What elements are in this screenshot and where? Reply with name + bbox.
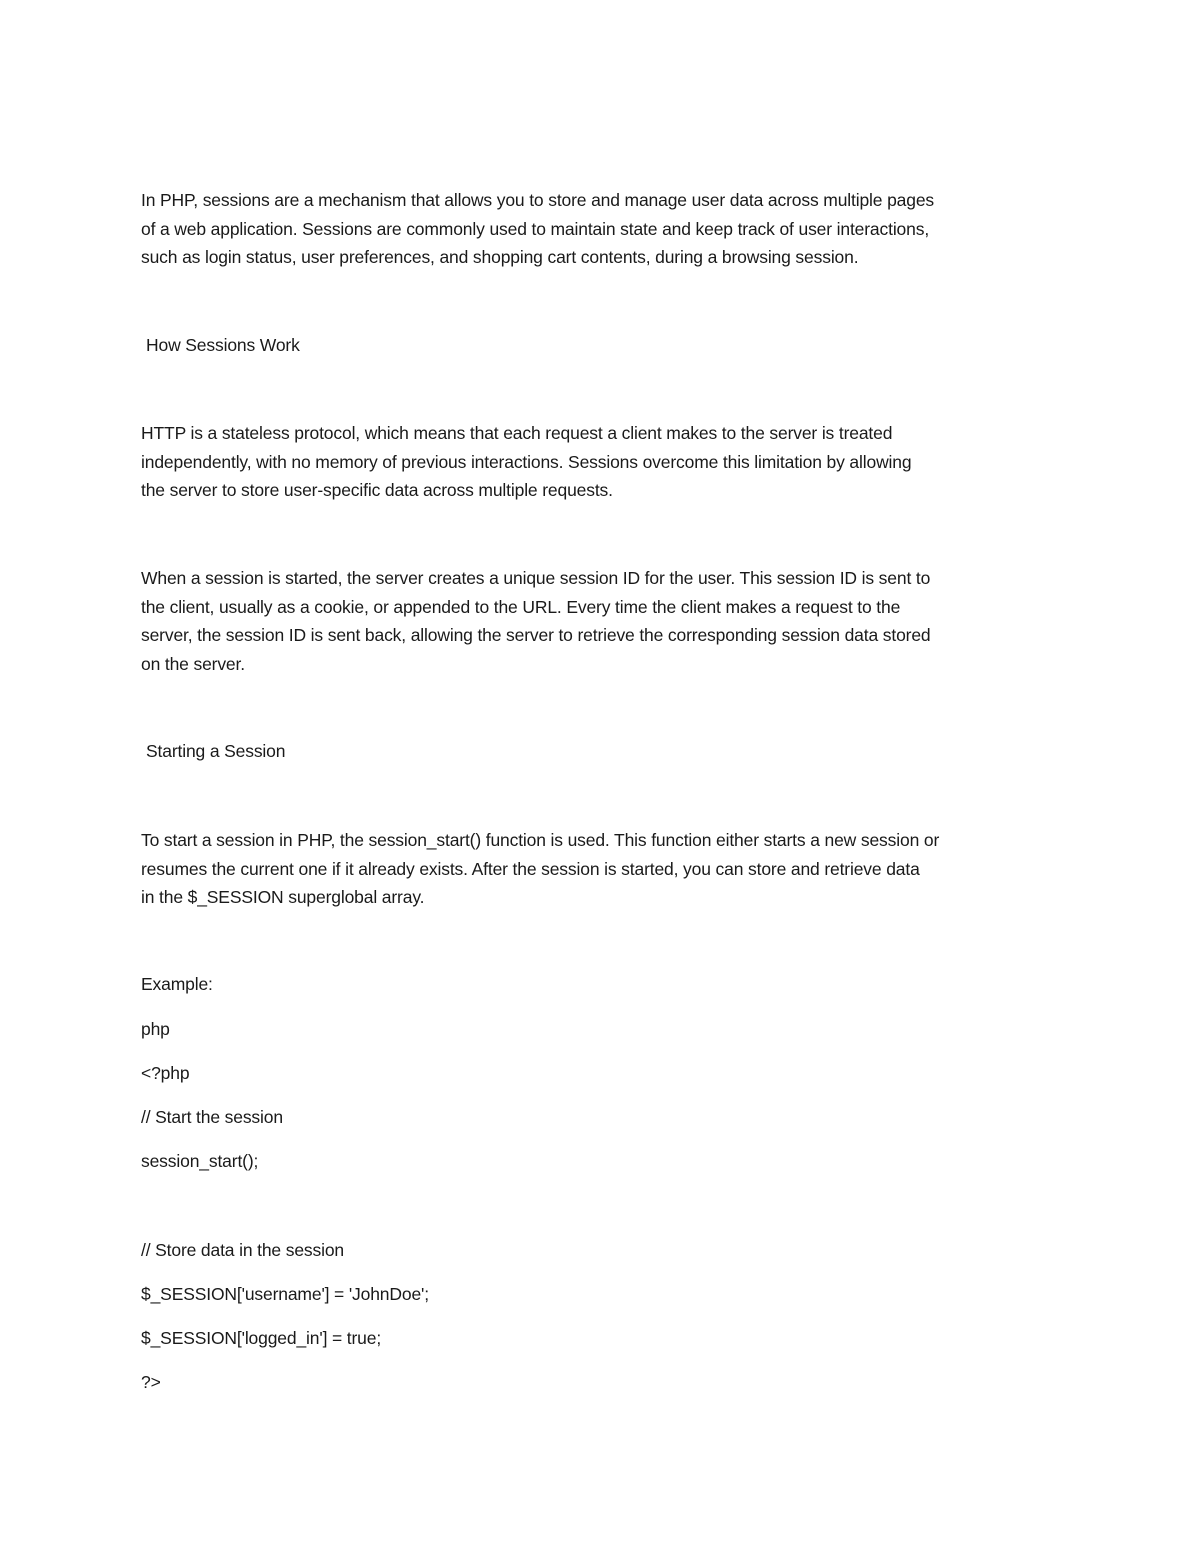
- intro-line: such as login status, user preferences, and shopping cart contents, during a browsing session.: [141, 247, 859, 268]
- intro-paragraph: [141, 186, 1071, 272]
- code-comment-store: // Store data in the session: [141, 1240, 345, 1260]
- http-paragraph: [141, 419, 1071, 505]
- code-assign-logged-in: $_SESSION['logged_in'] = true;: [141, 1328, 382, 1348]
- start-line: resumes the current one if it already exists. After the session is started, you can store and retrieve data: [141, 858, 920, 879]
- intro-line: In PHP, sessions are a mechanism that allows you to store and manage user data across multiple pages: [141, 190, 935, 210]
- http-line: HTTP is a stateless protocol, which means that each request a client makes to the server is treated: [141, 423, 893, 443]
- heading-how-sessions-work: How Sessions Work: [146, 335, 300, 355]
- code-assign-username: $_SESSION['username'] = 'JohnDoe';: [141, 1284, 429, 1304]
- code-language-label: php: [141, 1019, 170, 1039]
- http-line: independently, with no memory of previous interactions. Sessions overcome this limitation by allowing: [141, 451, 912, 472]
- example-label: Example:: [141, 974, 213, 994]
- intro-line: of a web application. Sessions are commonly used to maintain state and keep track of user interactions,: [141, 218, 930, 239]
- session-id-line: the client, usually as a cookie, or appended to the URL. Every time the client makes a request to the: [141, 596, 901, 617]
- code-comment-start: // Start the session: [141, 1107, 283, 1127]
- start-paragraph: [141, 826, 1071, 912]
- session-id-line: server, the session ID is sent back, allowing the server to retrieve the corresponding session data stored: [141, 625, 931, 646]
- code-session-start-call: session_start();: [141, 1151, 259, 1171]
- start-line: in the $_SESSION superglobal array.: [141, 887, 425, 908]
- code-open-tag: <?php: [141, 1063, 190, 1083]
- heading-starting-a-session: Starting a Session: [146, 741, 286, 761]
- session-id-line: on the server.: [141, 653, 245, 674]
- code-close-tag: ?>: [141, 1372, 161, 1392]
- session-id-line: When a session is started, the server creates a unique session ID for the user. This session ID is sent to: [141, 568, 931, 588]
- start-line: To start a session in PHP, the session_start() function is used. This function either starts a new session or: [141, 830, 940, 850]
- http-line: the server to store user-specific data across multiple requests.: [141, 480, 613, 501]
- session-id-paragraph: [141, 564, 1071, 678]
